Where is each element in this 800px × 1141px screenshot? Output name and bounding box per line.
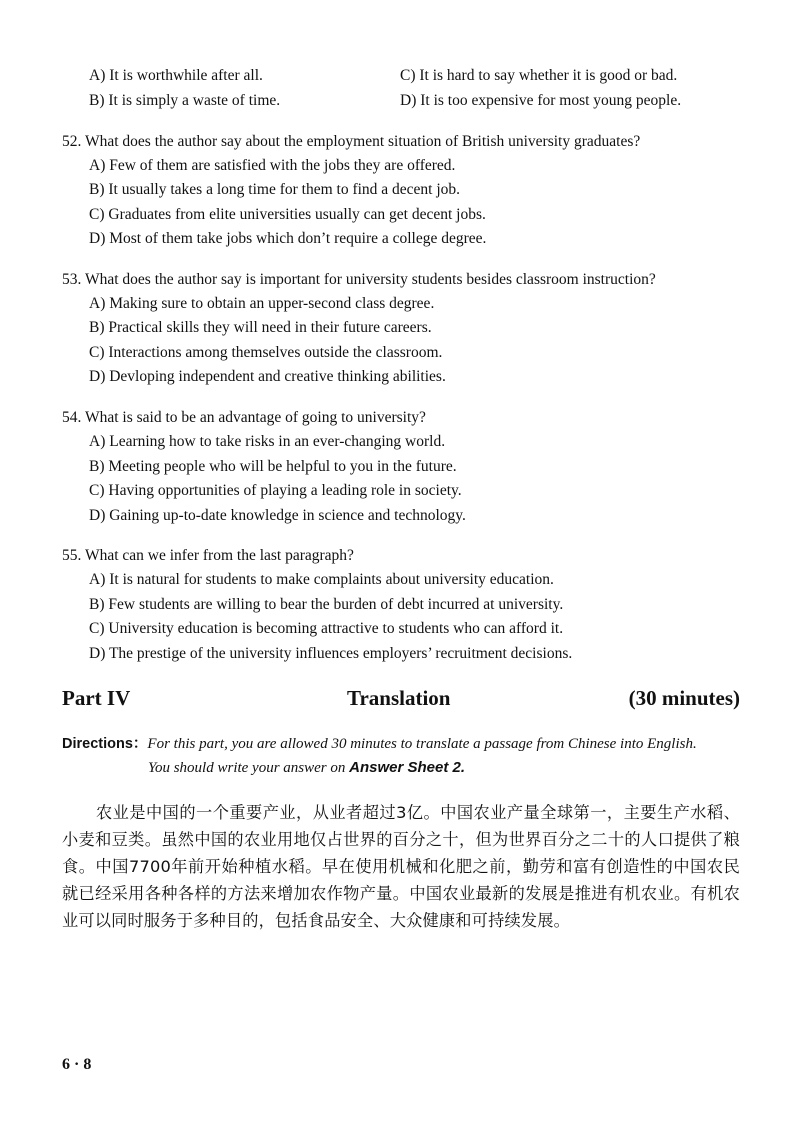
- question-option: B) Practical skills they will need in their future careers.: [89, 319, 432, 336]
- question-option: B) It usually takes a long time for them to find a decent job.: [89, 181, 461, 198]
- directions: [62, 732, 697, 756]
- part-time: (30 minutes): [628, 686, 740, 710]
- part-number: Part IV: [62, 686, 131, 710]
- page-number: 6 · 8: [62, 1056, 92, 1073]
- q51-option-b: B) It is simply a waste of time.: [89, 92, 281, 109]
- question-option: C) Graduates from elite universities usually can get decent jobs.: [89, 206, 486, 223]
- question-option: B) Meeting people who will be helpful to you in the future.: [89, 458, 457, 475]
- question-stem: 54. What is said to be an advantage of going to university?: [62, 409, 426, 426]
- directions-label: Directions：: [62, 736, 148, 752]
- answer-sheet-label: Answer Sheet 2.: [349, 759, 466, 776]
- question-stem: 52. What does the author say about the employment situation of British university graduates?: [62, 133, 641, 150]
- directions-line-2-prefix: You should write your answer on: [148, 760, 350, 776]
- question-option: C) Interactions among themselves outside the classroom.: [89, 344, 443, 361]
- translation-passage: 农业是中国的一个重要产业，从业者超过3亿。中国农业产量全球第一，主要生产水稻、小麦和豆类。虽然中国的农业用地仅占世界的百分之十，但为世界百分之二十的人口提供了粮食。中国7700年前开始种植水稻。早在使用机械和化肥之前，勤劳和富有创造性的中国农民就已经采用各种各样的方法来增加农作物产量。中国农业最新的发展是推进有机农业。有机农业可以同时服务于多种目的，包括食品安全、大众健康和可持续发展。: [62, 803, 740, 930]
- question-option: A) Learning how to take risks in an ever-changing world.: [89, 433, 446, 450]
- part-title: Translation: [347, 686, 451, 710]
- part-header: [62, 683, 740, 713]
- question-option: B) Few students are willing to bear the burden of debt incurred at university.: [89, 596, 564, 613]
- question-option: C) University education is becoming attractive to students who can afford it.: [89, 620, 564, 637]
- question-option: D) Most of them take jobs which don’t require a college degree.: [89, 230, 487, 247]
- question-option: C) Having opportunities of playing a leading role in society.: [89, 482, 462, 499]
- question-option: A) Few of them are satisfied with the jobs they are offered.: [89, 157, 456, 174]
- question-stem: 53. What does the author say is important for university students besides classroom instruction?: [62, 271, 656, 288]
- question-option: A) Making sure to obtain an upper-second class degree.: [89, 295, 435, 312]
- q51-option-c: C) It is hard to say whether it is good or bad.: [400, 67, 678, 84]
- question-stem: 55. What can we infer from the last paragraph?: [62, 547, 354, 564]
- question-option: D) The prestige of the university influences employers’ recruitment decisions.: [89, 645, 573, 662]
- question-option: D) Devloping independent and creative thinking abilities.: [89, 368, 446, 385]
- directions-line-2: [148, 756, 465, 780]
- question-option: A) It is natural for students to make complaints about university education.: [89, 571, 554, 588]
- q51-option-d: D) It is too expensive for most young people.: [400, 92, 682, 109]
- directions-text: For this part, you are allowed 30 minutes to translate a passage from Chinese into English.: [147, 736, 697, 752]
- question-option: D) Gaining up-to-date knowledge in science and technology.: [89, 507, 466, 524]
- q51-option-a: A) It is worthwhile after all.: [89, 67, 263, 84]
